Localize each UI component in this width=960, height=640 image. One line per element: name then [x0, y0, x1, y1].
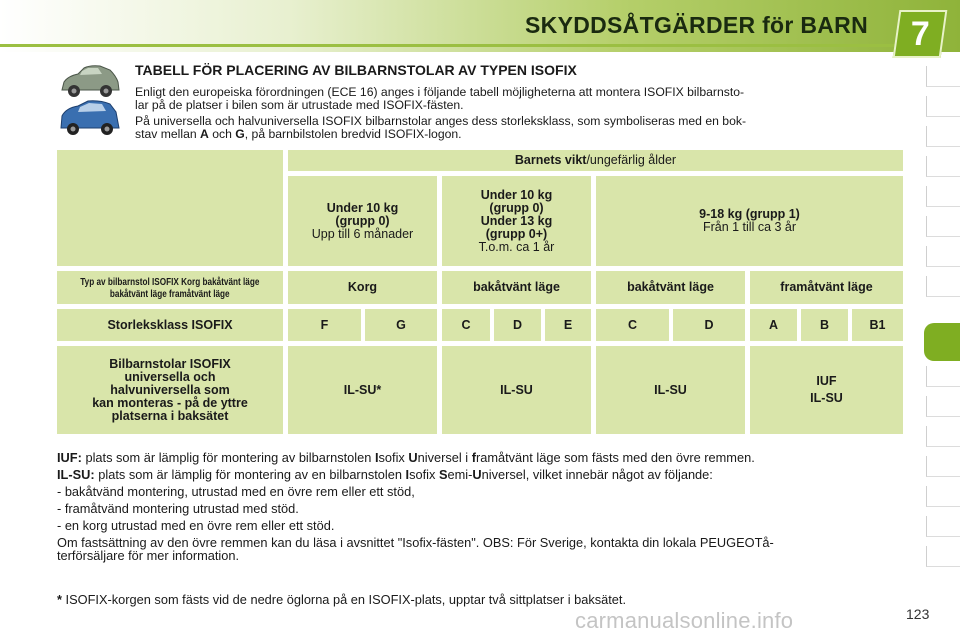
intro-line: På universella och halvuniversella ISOFIX bilbarnstolar anges dess storleksklass, som symboliseras med en bok- [135, 114, 746, 128]
seat-label-line: universella och [124, 369, 216, 384]
group-age: T.o.m. ca 1 år [478, 239, 555, 254]
chapter-tab[interactable] [926, 186, 960, 207]
chapter-tab[interactable] [926, 456, 960, 477]
weight-header [288, 150, 903, 171]
seat-value-cell: IL-SU [596, 346, 745, 434]
note-text: sofix [378, 450, 409, 465]
size-cell: D [494, 309, 541, 341]
intro-line: Enligt den europeiska förordningen (ECE 16) anges i följande tabell möjligheterna att montera ISOFIX bilbarnsto- [135, 85, 745, 99]
type-cell: framåtvänt läge [750, 271, 903, 304]
chapter-tab[interactable] [926, 96, 960, 117]
chapter-tab[interactable] [926, 246, 960, 267]
type-label-line: Typ av bilbarnstol ISOFIX Korg bakåtvänt läge [80, 275, 260, 288]
seat-value-cell [750, 346, 903, 434]
chapter-tab[interactable] [926, 66, 960, 87]
note-bold-letter: f [471, 450, 476, 465]
group-cell-1 [442, 176, 591, 266]
type-cell: bakåtvänt läge [442, 271, 591, 304]
chapter-tab[interactable] [926, 126, 960, 147]
size-cell: F [288, 309, 361, 341]
size-cell: B1 [852, 309, 903, 341]
size-cell: G [365, 309, 437, 341]
intro-text: stav mellan [135, 127, 197, 141]
weight-header-rest: /ungefärlig ålder [586, 153, 677, 167]
footnote-line [57, 591, 907, 608]
group-line: Under 13 kg [480, 213, 553, 228]
type-cell: bakåtvänt läge [596, 271, 745, 304]
group-line: (grupp 0) [489, 200, 544, 215]
group-cell-2 [596, 176, 903, 266]
note-bold-letter: U [408, 450, 418, 465]
group-age: Från 1 till ca 3 år [702, 220, 797, 234]
note-bold-letter: I [374, 450, 379, 465]
size-cell: A [750, 309, 797, 341]
seat-value-cell: IL-SU [442, 346, 591, 434]
seat-label-cell [57, 346, 283, 434]
chapter-tab[interactable] [926, 426, 960, 447]
size-cell: D [673, 309, 745, 341]
chapter-tab[interactable] [926, 216, 960, 237]
chapter-tab[interactable] [926, 156, 960, 177]
note-bold-letter: S [438, 467, 448, 482]
chapter-number-badge [893, 10, 948, 58]
notes-block [57, 449, 907, 562]
car-icon [58, 98, 122, 138]
seat-value-line: IL-SU [810, 391, 843, 405]
seat-label-line: halvuniversella som [110, 382, 230, 397]
intro-text: , på barnbilstolen bredvid ISOFIX-logon. [244, 127, 462, 141]
seat-label-line: platserna i baksätet [111, 408, 229, 423]
size-cell: E [545, 309, 591, 341]
table-corner-cell [57, 150, 283, 266]
size-letter-a: A [200, 127, 209, 141]
note-text: emi- [447, 467, 473, 482]
group-age: Upp till 6 månader [311, 226, 414, 241]
footnote-text: ISOFIX-korgen som fästs vid de nedre öglorna på en ISOFIX-plats, upptar två sittplatser i baksätet. [61, 592, 627, 607]
intro-line: lar på de platser i bilen som är utrustade med ISOFIX-fästen. [135, 98, 464, 112]
paragraph-line: Om fastsättning av den övre remmen kan du läsa i avsnittet "Isofix-fästen". OBS: För Sverige, kontakta din lokala PEUGEOTå- [57, 535, 774, 550]
note-text: niversel, vilket innebär något av följande: [481, 467, 713, 482]
chapter-tab[interactable] [926, 366, 960, 387]
chapter-number: 7 [910, 14, 930, 53]
size-cell: C [442, 309, 490, 341]
size-cell: C [596, 309, 669, 341]
fastening-paragraph [57, 536, 907, 562]
chapter-tab[interactable] [926, 396, 960, 417]
group-line: Under 10 kg [480, 187, 553, 202]
size-label-cell: Storleksklass ISOFIX [57, 309, 283, 341]
chapter-tab[interactable] [926, 276, 960, 297]
type-label-cell [57, 271, 283, 304]
chapter-tab[interactable] [926, 516, 960, 537]
chapter-tabs [926, 66, 960, 571]
note-text: plats som är lämplig för montering av en bilbarnstolen [94, 467, 406, 482]
paragraph-line: terförsäljare för mer information. [57, 548, 240, 563]
note-bold-letter: U [472, 467, 482, 482]
page-number: 123 [906, 606, 930, 622]
watermark: carmanualsonline.info [575, 608, 794, 633]
size-cell: B [801, 309, 848, 341]
header-stripe [0, 44, 900, 47]
seat-label-line: kan monteras - på de yttre [92, 395, 248, 410]
chapter-tab-active[interactable] [924, 323, 960, 361]
size-letter-g: G [235, 127, 245, 141]
bullet-item: - en korg utrustad med en övre rem eller ett stöd. [57, 518, 335, 533]
seat-value-line: IUF [816, 374, 837, 388]
note-text: ramåtvänt läge som fästs med den övre remmen. [475, 450, 755, 465]
bullet-item: - bakåtvänd montering, utrustad med en övre rem eller ett stöd, [57, 484, 415, 499]
note-text: plats som är lämplig för montering av bilbarnstolen [81, 450, 375, 465]
group-line: Under 10 kg [326, 200, 399, 215]
footnote [57, 591, 907, 608]
type-cell: Korg [288, 271, 437, 304]
seat-value-cell: IL-SU* [288, 346, 437, 434]
intro-paragraph-2 [135, 115, 905, 141]
iuf-label: IUF: [57, 450, 82, 465]
ilsu-label: IL-SU: [57, 467, 95, 482]
note-bold-letter: I [405, 467, 410, 482]
chapter-tab[interactable] [926, 486, 960, 507]
note-text: niversel i [417, 450, 472, 465]
ilsu-note [57, 466, 907, 483]
intro-line [135, 128, 905, 141]
type-label-line: bakåtvänt läge framåtvänt läge [110, 287, 230, 300]
bullet-item: - framåtvänd montering utrustad med stöd. [57, 501, 299, 516]
note-text: sofix [409, 467, 439, 482]
iuf-note [57, 449, 907, 466]
weight-header-text [515, 154, 676, 167]
group-line: (grupp 0) [335, 213, 390, 228]
weight-header-bold: Barnets vikt [514, 153, 587, 167]
footnote-star: * [57, 592, 62, 607]
page-title: SKYDDSÅTGÄRDER för BARN [525, 12, 868, 38]
chapter-tab[interactable] [926, 546, 960, 567]
group-line: (grupp 0+) [485, 226, 548, 241]
group-line: 9-18 kg (grupp 1) [699, 207, 800, 221]
car-icon [58, 62, 122, 102]
group-cell-0 [288, 176, 437, 266]
intro-text: och [212, 127, 232, 141]
seat-label-line: Bilbarnstolar ISOFIX [109, 356, 231, 371]
intro-paragraph-1 [135, 86, 905, 112]
section-title: TABELL FÖR PLACERING AV BILBARNSTOLAR AV TYPEN ISOFIX [135, 62, 577, 78]
